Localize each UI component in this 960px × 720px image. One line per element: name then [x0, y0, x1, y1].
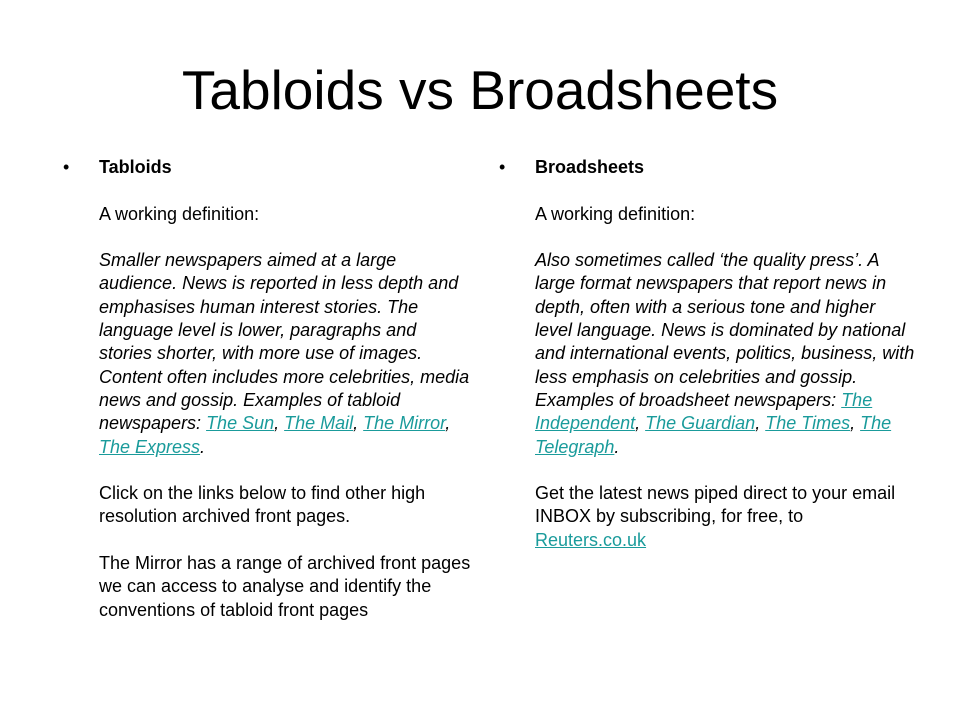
- definition-label: A working definition:: [99, 203, 260, 224]
- bullet-icon: •: [499, 157, 506, 177]
- definition-body: Smaller newspapers aimed at a large audience. News is reported in less depth and emphasises human interest stories. The language level is lower, paragraphs and stories shorter, with more use of images. Content often includes more celebrities, media news and gossip. Examples of tabloid newspapers:: [99, 250, 470, 434]
- tabloids-definition: Smaller newspapers aimed at a large audience. News is reported in less depth and emphasises human interest stories. The language level is lower, paragraphs and stories shorter, with more use of images. Content often includes more celebrities, media news and gossip. Examples of tabloid newspapers: The Sun, The Mail, The Mirror, The Express.: [99, 250, 470, 457]
- broadsheets-definition: Also sometimes called ‘the quality press’. A large format newspapers that report news in depth, often with a serious tone and higher level language. News is dominated by national and international events, politics, business, with less emphasis on celebrities and gossip. Examples of broadsheet newspapers: The Independent, The Guardian, The Times, The Telegraph.: [535, 250, 915, 457]
- bullet-icon: •: [63, 157, 70, 177]
- broadsheets-column: [499, 156, 915, 552]
- reuters-subscribe-note: Get the latest news piped direct to your email INBOX by subscribing, for free, to Reuters.co.uk: [535, 483, 896, 550]
- definition-body: Also sometimes called ‘the quality press’. A large format newspapers that report news in depth, often with a serious tone and higher level language. News is dominated by national and international events, politics, business, with less emphasis on celebrities and gossip. Examples of broadsheet newspapers:: [535, 250, 915, 410]
- tabloids-column: [63, 156, 474, 622]
- link-the-telegraph[interactable]: The Telegraph: [535, 413, 892, 457]
- slide-title: Tabloids vs Broadsheets: [181, 59, 779, 121]
- link-the-independent[interactable]: The Independent: [535, 389, 873, 434]
- link-the-guardian[interactable]: The Guardian: [645, 413, 756, 434]
- mirror-archive-note: The Mirror has a range of archived front pages we can access to analyse and identify the conventions of tabloid front pages: [99, 553, 471, 620]
- link-the-mail[interactable]: The Mail: [284, 413, 354, 434]
- link-the-express[interactable]: The Express: [99, 436, 201, 457]
- link-the-times[interactable]: The Times: [765, 413, 851, 434]
- link-the-mirror[interactable]: The Mirror: [363, 413, 446, 434]
- tabloids-heading: Tabloids: [99, 157, 172, 177]
- link-reuters[interactable]: Reuters.co.uk: [535, 529, 647, 550]
- tabloids-links-instructions: Click on the links below to find other high resolution archived front pages.: [99, 483, 426, 527]
- broadsheets-heading: Broadsheets: [535, 157, 645, 177]
- definition-label: A working definition:: [535, 203, 696, 224]
- link-the-sun[interactable]: The Sun: [206, 413, 275, 434]
